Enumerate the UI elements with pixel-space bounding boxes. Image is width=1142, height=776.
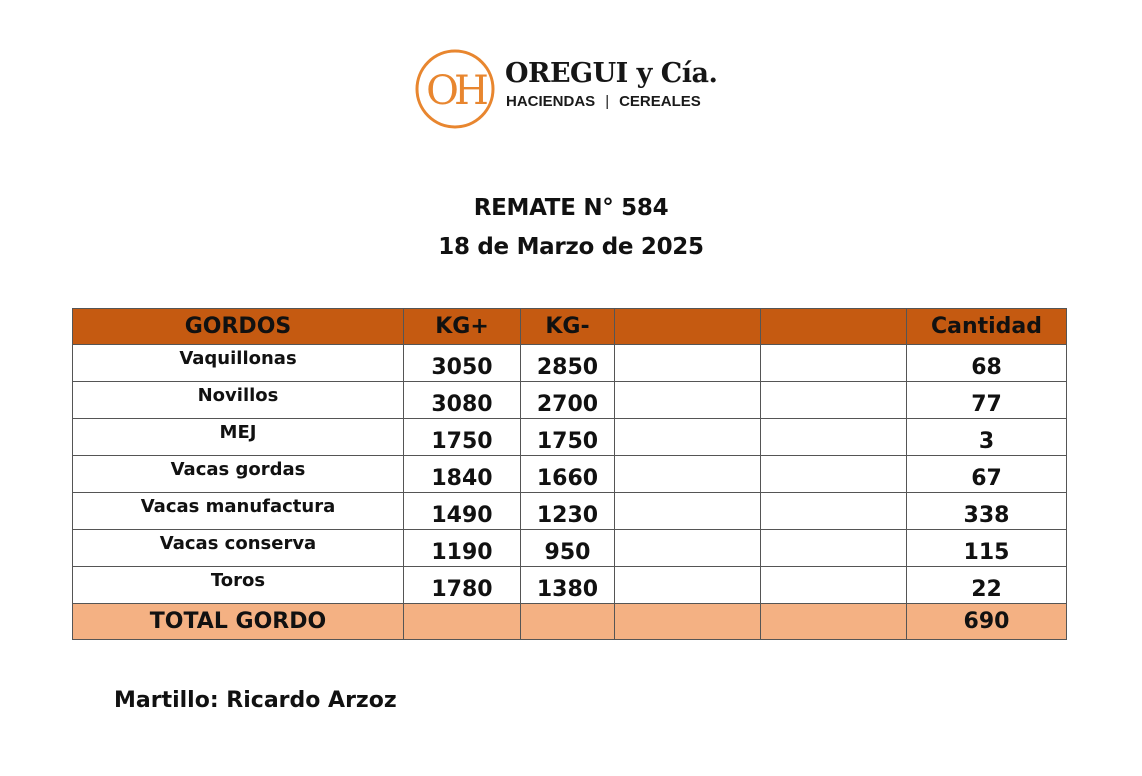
row-category: Toros — [73, 567, 404, 604]
row-cantidad: 338 — [907, 493, 1067, 530]
total-empty-cell — [404, 604, 521, 640]
row-kg-minus: 1380 — [521, 567, 615, 604]
row-empty-cell — [761, 530, 907, 567]
row-category: Vacas manufactura — [73, 493, 404, 530]
row-kg-plus: 3050 — [404, 345, 521, 382]
table-row — [73, 382, 1067, 419]
row-empty-cell — [761, 382, 907, 419]
tagline-cereales: CEREALES — [619, 93, 701, 110]
row-empty-cell — [761, 493, 907, 530]
total-cantidad: 690 — [907, 604, 1067, 640]
row-cantidad: 22 — [907, 567, 1067, 604]
header-cantidad: Cantidad — [907, 309, 1067, 345]
row-kg-plus: 1190 — [404, 530, 521, 567]
total-row — [73, 604, 1067, 640]
table-row — [73, 456, 1067, 493]
tagline-separator: | — [605, 93, 610, 110]
header-kg-minus: KG- — [521, 309, 615, 345]
row-empty-cell — [615, 567, 761, 604]
row-empty-cell — [761, 456, 907, 493]
row-empty-cell — [615, 345, 761, 382]
total-label: TOTAL GORDO — [73, 604, 404, 640]
row-category: Novillos — [73, 382, 404, 419]
table-row — [73, 345, 1067, 382]
row-empty-cell — [615, 530, 761, 567]
total-empty-cell — [615, 604, 761, 640]
row-kg-minus: 2700 — [521, 382, 615, 419]
tagline-haciendas: HACIENDAS — [506, 93, 596, 110]
row-kg-minus: 1230 — [521, 493, 615, 530]
row-kg-minus: 950 — [521, 530, 615, 567]
table-row — [73, 530, 1067, 567]
table-row — [73, 419, 1067, 456]
table-row — [73, 493, 1067, 530]
row-empty-cell — [615, 419, 761, 456]
row-kg-plus: 1840 — [404, 456, 521, 493]
auction-date: 18 de Marzo de 2025 — [438, 234, 704, 260]
row-kg-plus: 3080 — [404, 382, 521, 419]
logo-monogram: OH — [426, 68, 484, 114]
row-cantidad: 115 — [907, 530, 1067, 567]
company-name: OREGUI y Cía. — [505, 58, 718, 89]
auctioneer-name: Martillo: Ricardo Arzoz — [114, 688, 397, 713]
row-kg-plus: 1490 — [404, 493, 521, 530]
total-empty-cell — [521, 604, 615, 640]
row-cantidad: 68 — [907, 345, 1067, 382]
row-cantidad: 3 — [907, 419, 1067, 456]
auction-title: REMATE N° 584 — [473, 195, 669, 221]
header-empty-2 — [761, 309, 907, 345]
row-empty-cell — [615, 493, 761, 530]
table-row — [73, 567, 1067, 604]
company-logo — [414, 48, 734, 130]
row-cantidad: 77 — [907, 382, 1067, 419]
row-kg-minus: 1660 — [521, 456, 615, 493]
row-empty-cell — [615, 382, 761, 419]
row-empty-cell — [761, 419, 907, 456]
company-tagline — [506, 93, 701, 110]
row-cantidad: 67 — [907, 456, 1067, 493]
row-empty-cell — [761, 345, 907, 382]
row-empty-cell — [761, 567, 907, 604]
row-empty-cell — [615, 456, 761, 493]
results-table — [72, 308, 1067, 640]
row-kg-plus: 1780 — [404, 567, 521, 604]
row-category: Vacas gordas — [73, 456, 404, 493]
header-gordos: GORDOS — [73, 309, 404, 345]
header-kg-plus: KG+ — [404, 309, 521, 345]
header-empty-1 — [615, 309, 761, 345]
row-kg-minus: 1750 — [521, 419, 615, 456]
row-category: Vacas conserva — [73, 530, 404, 567]
row-kg-minus: 2850 — [521, 345, 615, 382]
total-empty-cell — [761, 604, 907, 640]
oh-monogram-icon — [414, 48, 496, 130]
table-header-row — [73, 309, 1067, 345]
row-kg-plus: 1750 — [404, 419, 521, 456]
row-category: MEJ — [73, 419, 404, 456]
row-category: Vaquillonas — [73, 345, 404, 382]
